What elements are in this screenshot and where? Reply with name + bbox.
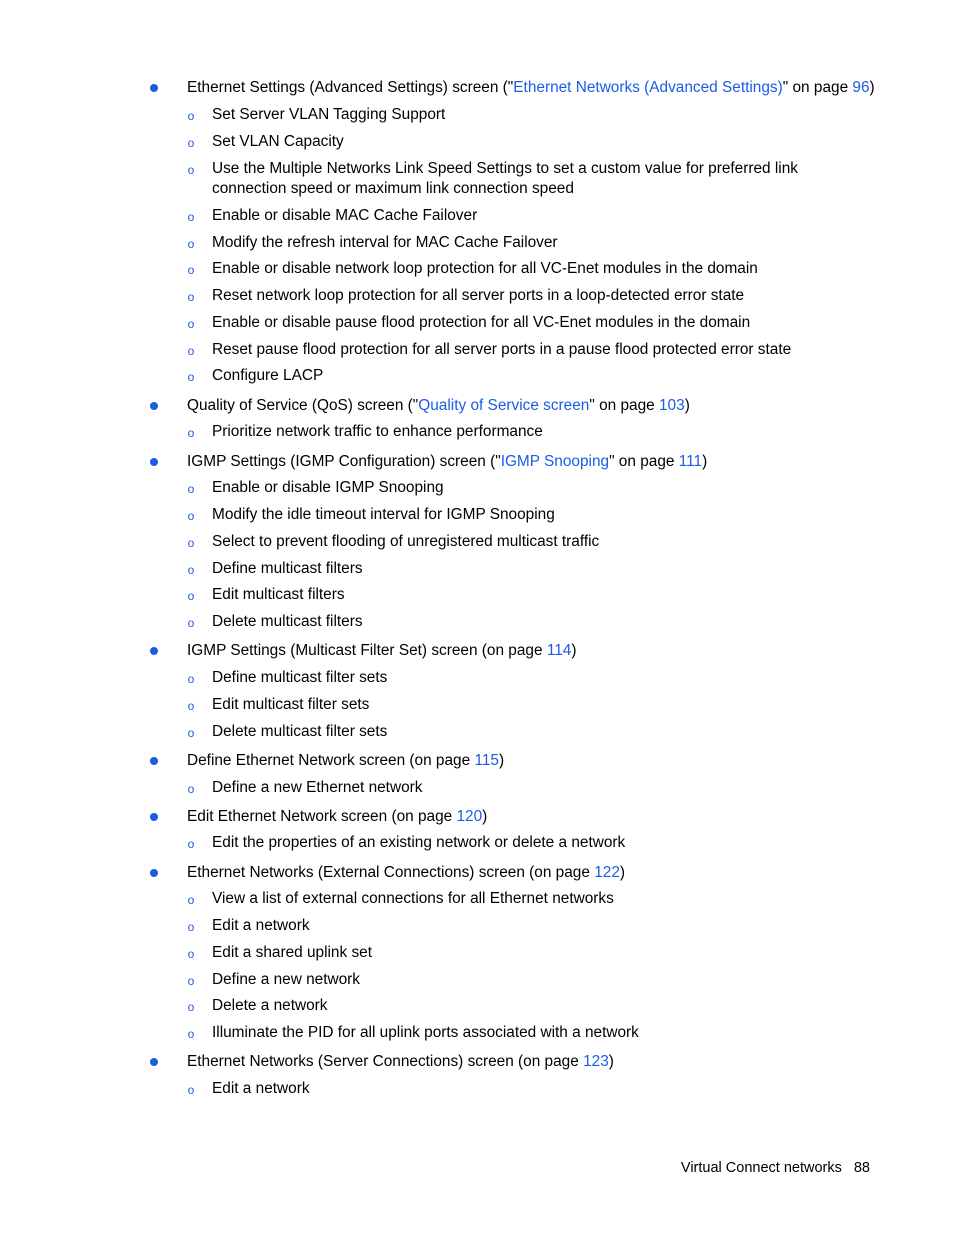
sub-list-item-text: Edit a network bbox=[212, 1080, 310, 1097]
sub-list-item-text: Prioritize network traffic to enhance performance bbox=[212, 423, 543, 440]
circle-bullet-icon: o bbox=[187, 237, 195, 251]
text-segment: " on page bbox=[609, 453, 679, 470]
sub-list-item-text: Edit a shared uplink set bbox=[212, 944, 372, 961]
sub-list-item-text: Configure LACP bbox=[212, 367, 324, 384]
text-segment: Ethernet Settings (Advanced Settings) screen (" bbox=[187, 79, 514, 96]
text-segment: ) bbox=[482, 808, 488, 825]
sub-list-item-text: Delete multicast filter sets bbox=[212, 723, 388, 740]
cross-reference-link[interactable]: 122 bbox=[594, 864, 620, 881]
sub-list-item-text: View a list of external connections for all Ethernet networks bbox=[212, 890, 614, 907]
cross-reference-link[interactable]: 111 bbox=[678, 453, 703, 470]
sub-list-item-text: Enable or disable pause flood protection for all VC-Enet modules in the domain bbox=[212, 314, 751, 331]
circle-bullet-icon: o bbox=[187, 370, 195, 384]
circle-bullet-icon: o bbox=[187, 672, 195, 686]
sub-list-item-text: Delete multicast filters bbox=[212, 613, 363, 630]
text-segment: ) bbox=[702, 453, 708, 470]
text-segment: ) bbox=[499, 752, 505, 769]
sub-list-item-text: Reset pause flood protection for all server ports in a pause flood protected error state bbox=[212, 341, 792, 358]
text-segment: ) bbox=[869, 79, 875, 96]
circle-bullet-icon: o bbox=[187, 563, 195, 577]
sub-list-item-text: Illuminate the PID for all uplink ports associated with a network bbox=[212, 1024, 639, 1041]
bullet-icon bbox=[150, 813, 158, 821]
text-segment: Ethernet Networks (Server Connections) screen (on page bbox=[187, 1053, 584, 1070]
cross-reference-link[interactable]: 123 bbox=[583, 1053, 609, 1070]
bullet-icon bbox=[150, 84, 158, 92]
circle-bullet-icon: o bbox=[187, 536, 195, 550]
circle-bullet-icon: o bbox=[187, 974, 195, 988]
circle-bullet-icon: o bbox=[187, 136, 195, 150]
text-segment: ) bbox=[571, 642, 577, 659]
text-segment: Quality of Service (QoS) screen (" bbox=[187, 397, 419, 414]
text-segment: ) bbox=[684, 397, 690, 414]
circle-bullet-icon: o bbox=[187, 1000, 195, 1014]
circle-bullet-icon: o bbox=[187, 699, 195, 713]
sub-list-item-text: Select to prevent flooding of unregistered multicast traffic bbox=[212, 533, 600, 550]
circle-bullet-icon: o bbox=[187, 482, 195, 496]
sub-list-item-text: Reset network loop protection for all server ports in a loop-detected error state bbox=[212, 287, 745, 304]
page-footer bbox=[681, 1159, 870, 1177]
circle-bullet-icon: o bbox=[187, 837, 195, 851]
list-item-text bbox=[187, 452, 707, 472]
sub-list-item-text: Edit a network bbox=[212, 917, 310, 934]
sub-list-item-text: Edit multicast filter sets bbox=[212, 696, 370, 713]
text-segment: IGMP Settings (IGMP Configuration) screen (" bbox=[187, 453, 501, 470]
sub-list-item-text: Set VLAN Capacity bbox=[212, 133, 344, 150]
bullet-icon bbox=[150, 869, 158, 877]
list-item-text bbox=[187, 641, 577, 661]
circle-bullet-icon: o bbox=[187, 782, 195, 796]
circle-bullet-icon: o bbox=[187, 893, 195, 907]
circle-bullet-icon: o bbox=[187, 163, 195, 177]
sub-list-item-text: Set Server VLAN Tagging Support bbox=[212, 106, 446, 123]
text-segment: Define Ethernet Network screen (on page bbox=[187, 752, 475, 769]
bullet-icon bbox=[150, 1058, 158, 1066]
cross-reference-link[interactable]: IGMP Snooping bbox=[500, 453, 610, 470]
sub-list-item-text: Enable or disable network loop protection for all VC-Enet modules in the domain bbox=[212, 260, 758, 277]
circle-bullet-icon: o bbox=[187, 726, 195, 740]
text-segment: " on page bbox=[589, 397, 659, 414]
text-segment: Edit Ethernet Network screen (on page bbox=[187, 808, 457, 825]
circle-bullet-icon: o bbox=[187, 947, 195, 961]
bullet-icon bbox=[150, 402, 158, 410]
circle-bullet-icon: o bbox=[187, 616, 195, 630]
text-segment: ) bbox=[608, 1053, 614, 1070]
circle-bullet-icon: o bbox=[187, 1027, 195, 1041]
text-segment: " on page bbox=[782, 79, 853, 96]
cross-reference-link[interactable]: Ethernet Networks (Advanced Settings) bbox=[513, 79, 783, 96]
list-item-text bbox=[187, 396, 690, 416]
footer-page-number: 88 bbox=[853, 1160, 870, 1176]
cross-reference-link[interactable]: 103 bbox=[659, 397, 685, 414]
list-item-text bbox=[187, 751, 504, 771]
sub-list-item-text: Define multicast filter sets bbox=[212, 669, 388, 686]
cross-reference-link[interactable]: 120 bbox=[456, 808, 483, 825]
circle-bullet-icon: o bbox=[187, 210, 195, 224]
cross-reference-link[interactable]: 115 bbox=[474, 752, 499, 769]
footer-section-title: Virtual Connect networks bbox=[680, 1160, 842, 1176]
cross-reference-link[interactable]: 96 bbox=[852, 79, 870, 96]
circle-bullet-icon: o bbox=[187, 589, 195, 603]
text-segment: IGMP Settings (Multicast Filter Set) screen (on page bbox=[187, 642, 547, 659]
circle-bullet-icon: o bbox=[187, 509, 195, 523]
circle-bullet-icon: o bbox=[187, 317, 195, 331]
sub-list-item-text: Enable or disable MAC Cache Failover bbox=[212, 207, 478, 224]
sub-list-item-text: Define a new network bbox=[212, 971, 360, 988]
list-item-text bbox=[187, 78, 875, 98]
circle-bullet-icon: o bbox=[187, 109, 195, 123]
list-item-text bbox=[187, 807, 487, 827]
cross-reference-link[interactable]: 114 bbox=[546, 642, 572, 659]
list-item-text bbox=[187, 1052, 614, 1072]
circle-bullet-icon: o bbox=[187, 263, 195, 277]
text-segment: Ethernet Networks (External Connections) screen (on page bbox=[187, 864, 595, 881]
cross-reference-link[interactable]: Quality of Service screen bbox=[418, 397, 590, 414]
sub-list-item-text: Edit the properties of an existing network or delete a network bbox=[212, 834, 626, 851]
sub-list-item-text: Define a new Ethernet network bbox=[212, 779, 423, 796]
list-item-text bbox=[187, 863, 625, 883]
bullet-icon bbox=[150, 647, 158, 655]
circle-bullet-icon: o bbox=[187, 290, 195, 304]
sub-list-item-text: Modify the idle timeout interval for IGMP Snooping bbox=[212, 506, 555, 523]
circle-bullet-icon: o bbox=[187, 344, 195, 358]
text-segment: ) bbox=[619, 864, 626, 881]
sub-list-item-text: Use the Multiple Networks Link Speed Settings to set a custom value for preferred link connection speed or maximum link connection speed bbox=[212, 160, 798, 197]
bullet-icon bbox=[150, 757, 158, 765]
circle-bullet-icon: o bbox=[187, 426, 195, 440]
sub-list-item-text: Modify the refresh interval for MAC Cache Failover bbox=[212, 234, 558, 251]
sub-list-item-text: Enable or disable IGMP Snooping bbox=[212, 479, 444, 496]
circle-bullet-icon: o bbox=[187, 1083, 195, 1097]
bullet-icon bbox=[150, 458, 158, 466]
sub-list-item-text: Delete a network bbox=[212, 997, 328, 1014]
circle-bullet-icon: o bbox=[187, 920, 195, 934]
sub-list-item-text: Edit multicast filters bbox=[212, 586, 345, 603]
sub-list-item-text: Define multicast filters bbox=[212, 560, 363, 577]
